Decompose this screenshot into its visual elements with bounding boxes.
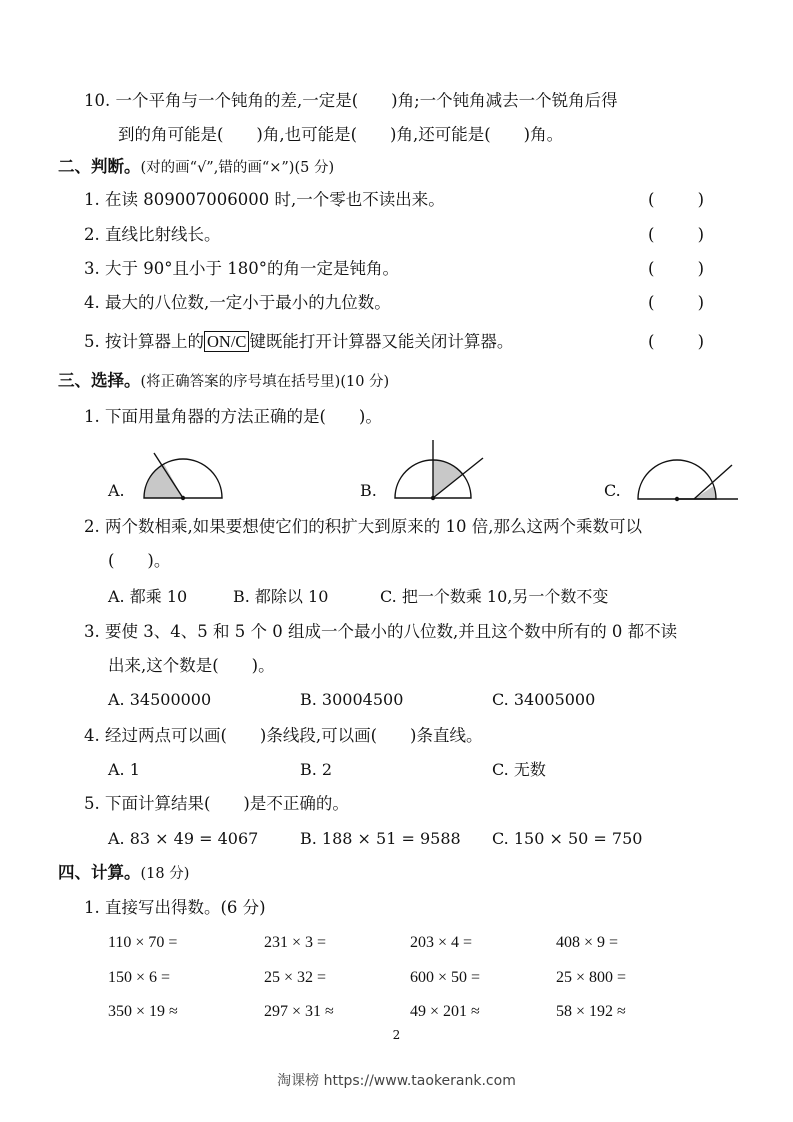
on-c-key: ON/C xyxy=(204,331,249,352)
judge-item-5: 5. 按计算器上的 ON/C 键既能打开计算器又能关闭计算器。 xyxy=(84,332,514,351)
protractor-option-b-label: B. xyxy=(360,481,377,500)
section-3-note: (将正确答案的序号填在括号里)(10 分) xyxy=(140,374,390,390)
protractor-option-c-label: C. xyxy=(604,481,621,500)
calc-item: 150 × 6 = xyxy=(108,969,171,986)
judge-item-4: 4. 最大的八位数,一定小于最小的九位数。 xyxy=(84,293,391,312)
choice-q1: 1. 下面用量角器的方法正确的是( )。 xyxy=(84,407,382,426)
choice-q3-option-c: C. 34005000 xyxy=(492,690,596,709)
judge-paren-3[interactable]: ( ) xyxy=(648,259,704,278)
q10-line2: 到的角可能是( )角,也可能是( )角,还可能是( )角。 xyxy=(118,125,564,144)
judge-item-3: 3. 大于 90°且小于 180°的角一定是钝角。 xyxy=(84,259,399,278)
choice-q2-option-c: C. 把一个数乘 10,另一个数不变 xyxy=(380,587,609,606)
choice-q2-option-b: B. 都除以 10 xyxy=(233,587,329,606)
calc-item: 408 × 9 = xyxy=(556,934,619,951)
calc-item: 58 × 192 ≈ xyxy=(556,1003,626,1020)
section-2-heading xyxy=(58,156,334,179)
q10-line1: 10. 一个平角与一个钝角的差,一定是( )角;一个钝角减去一个锐角后得 xyxy=(84,91,618,110)
judge-item-1: 1. 在读 809007006000 时,一个零也不读出来。 xyxy=(84,190,445,209)
choice-q3-line1: 3. 要使 3、4、5 和 5 个 0 组成一个最小的八位数,并且这个数中所有的 0 都不读 xyxy=(84,622,678,641)
section-4-title: 四、计算。 xyxy=(58,863,141,882)
calc-item: 203 × 4 = xyxy=(410,934,473,951)
judge-paren-1[interactable]: ( ) xyxy=(648,190,704,209)
section-2-note: (对的画“√”,错的画“×”)(5 分) xyxy=(140,160,335,176)
section-3-title: 三、选择。 xyxy=(58,371,141,390)
section-2-title: 二、判断。 xyxy=(58,157,141,176)
protractor-figure-b xyxy=(395,440,485,500)
section-3-heading xyxy=(58,370,389,393)
judge-item-2: 2. 直线比射线长。 xyxy=(84,225,221,244)
section-4-note: (18 分) xyxy=(140,866,190,882)
choice-q5-option-a: A. 83 × 49 = 4067 xyxy=(108,829,259,848)
choice-q3-line2: 出来,这个数是( )。 xyxy=(108,656,275,675)
choice-q2-line1: 2. 两个数相乘,如果要想使它们的积扩大到原来的 10 倍,那么这两个乘数可以 xyxy=(84,517,642,536)
choice-q4-option-a: A. 1 xyxy=(108,760,140,779)
choice-q5-option-b: B. 188 × 51 = 9588 xyxy=(300,829,461,848)
calc-item: 350 × 19 ≈ xyxy=(108,1003,178,1020)
choice-q3-option-b: B. 30004500 xyxy=(300,690,404,709)
calc-item: 25 × 800 = xyxy=(556,969,627,986)
page-number: 2 xyxy=(392,1028,401,1042)
calc-item: 600 × 50 = xyxy=(410,969,481,986)
choice-q5: 5. 下面计算结果( )是不正确的。 xyxy=(84,794,349,813)
protractor-figure-a xyxy=(140,455,224,500)
choice-q2-line2: ( )。 xyxy=(108,551,171,570)
calc-item: 297 × 31 ≈ xyxy=(264,1003,334,1020)
watermark: 淘课榜 https://www.taokerank.com xyxy=(277,1073,516,1089)
calc-q1: 1. 直接写出得数。(6 分) xyxy=(84,898,266,917)
protractor-option-a-label: A. xyxy=(108,481,125,500)
calc-item: 49 × 201 ≈ xyxy=(410,1003,480,1020)
choice-q4: 4. 经过两点可以画( )条线段,可以画( )条直线。 xyxy=(84,726,483,745)
choice-q4-option-b: B. 2 xyxy=(300,760,333,779)
calc-item: 231 × 3 = xyxy=(264,934,327,951)
choice-q4-option-c: C. 无数 xyxy=(492,760,546,779)
choice-q5-option-c: C. 150 × 50 = 750 xyxy=(492,829,643,848)
choice-q3-option-a: A. 34500000 xyxy=(108,690,212,709)
judge-paren-4[interactable]: ( ) xyxy=(648,293,704,312)
section-4-heading xyxy=(58,862,189,885)
protractor-figure-c xyxy=(636,462,740,502)
judge-paren-2[interactable]: ( ) xyxy=(648,225,704,244)
calc-item: 110 × 70 = xyxy=(108,934,178,951)
choice-q2-option-a: A. 都乘 10 xyxy=(108,587,188,606)
judge-paren-5[interactable]: ( ) xyxy=(648,332,704,351)
calc-item: 25 × 32 = xyxy=(264,969,327,986)
